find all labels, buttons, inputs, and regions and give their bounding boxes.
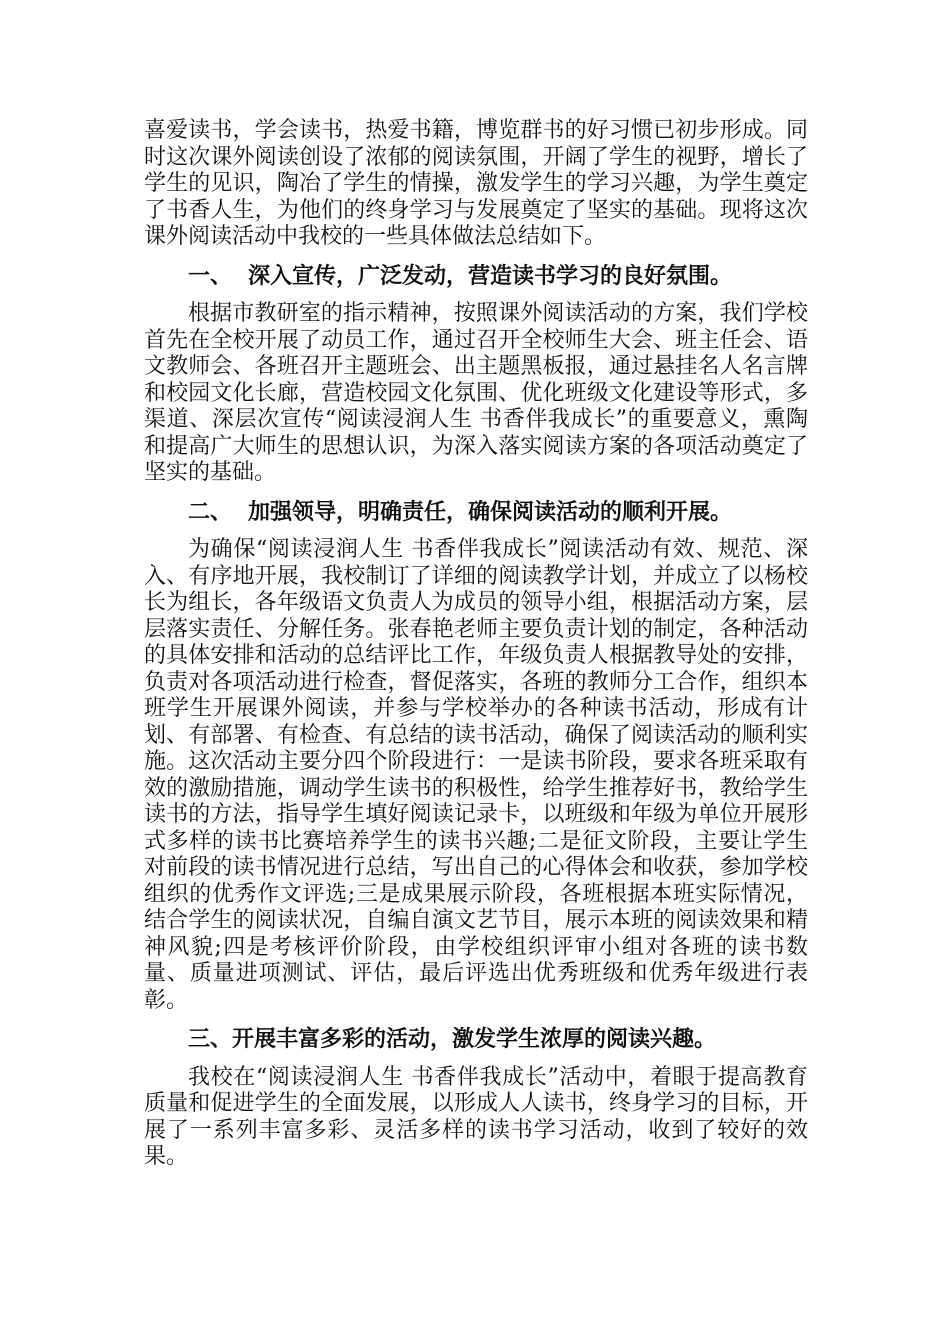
document-body [144, 118, 808, 1171]
section-heading-3 [144, 1026, 808, 1053]
section-3-paragraph: 我校在“阅读浸润人生 书香伴我成长”活动中，着眼于提高教育质量和促进学生的全面发展，以形成人人读书，终身学习的目标，开展了一系列丰富多彩、灵活多样的读书学习活动，收到了较好的效果。 [144, 1064, 808, 1169]
section-heading-3-text: 三、开展丰富多彩的活动，激发学生浓厚的阅读兴趣。 [188, 1026, 717, 1052]
section-2-paragraph: 为确保“阅读浸润人生 书香伴我成长”阅读活动有效、规范、深入、有序地开展，我校制订了详细的阅读教学计划，并成立了以杨校长为组长，各年级语文负责人为成员的领导小组，根据活动方案，层层落实责任、分解任务。张春艳老师主要负责计划的制定，各种活动的具体安排和活动的总结评比工作，年级负责人根据教导处的安排，负责对各项活动进行检查，督促落实，各班的教师分工合作，组织本班学生开展课外阅读，并参与学校举办的各种读书活动，形成有计划、有部署、有检查、有总结的读书活动，确保了阅读活动的顺利实施。这次活动主要分四个阶段进行：一是读书阶段，要求各班采取有效的激励措施，调动学生读书的积极性，给学生推荐好书，教给学生读书的方法，指导学生填好阅读记录卡，以班级和年级为单位开展形式多样的读书比赛培养学生的读书兴趣;二是征文阶段，主要让学生对前段的读书情况进行总结，写出自己的心得体会和收获，参加学校组织的优秀作文评选;三是成果展示阶段，各班根据本班实际情况，结合学生的阅读状况，自编自演文艺节目，展示本班的阅读效果和精神风貌;四是考核评价阶段，由学校组织评审小组对各班的读书数量、质量进项测试、评估，最后评选出优秀班级和优秀年级进行表彰。 [144, 537, 808, 1013]
section-heading-1-text: 深入宣传，广泛发动，营造读书学习的良好氛围。 [248, 262, 733, 289]
section-heading-2 [144, 499, 808, 526]
section-heading-1 [144, 263, 808, 290]
section-heading-2-text: 加强领导，明确责任，确保阅读活动的顺利开展。 [248, 498, 733, 525]
section-heading-1-number: 一、 [188, 262, 233, 289]
section-heading-2-number: 二、 [188, 498, 233, 525]
intro-paragraph: 喜爱读书，学会读书，热爱书籍，博览群书的好习惯已初步形成。同时这次课外阅读创设了浓郁的阅读氛围，开阔了学生的视野，增长了学生的见识，陶冶了学生的情操，激发学生的学习兴趣，为学生奠定了书香人生，为他们的终身学习与发展奠定了坚实的基础。现将这次课外阅读活动中我校的一些具体做法总结如下。 [144, 118, 808, 249]
section-1-paragraph: 根据市教研室的指示精神，按照课外阅读活动的方案，我们学校首先在全校开展了动员工作，通过召开全校师生大会、班主任会、语文教师会、各班召开主题班会、出主题黑板报，通过悬挂名人名言牌和校园文化长廊，营造校园文化氛围、优化班级文化建设等形式，多渠道、深层次宣传“阅读浸润人生 书香伴我成长”的重要意义，熏陶和提高广大师生的思想认识，为深入落实阅读方案的各项活动奠定了坚实的基础。 [144, 301, 808, 485]
